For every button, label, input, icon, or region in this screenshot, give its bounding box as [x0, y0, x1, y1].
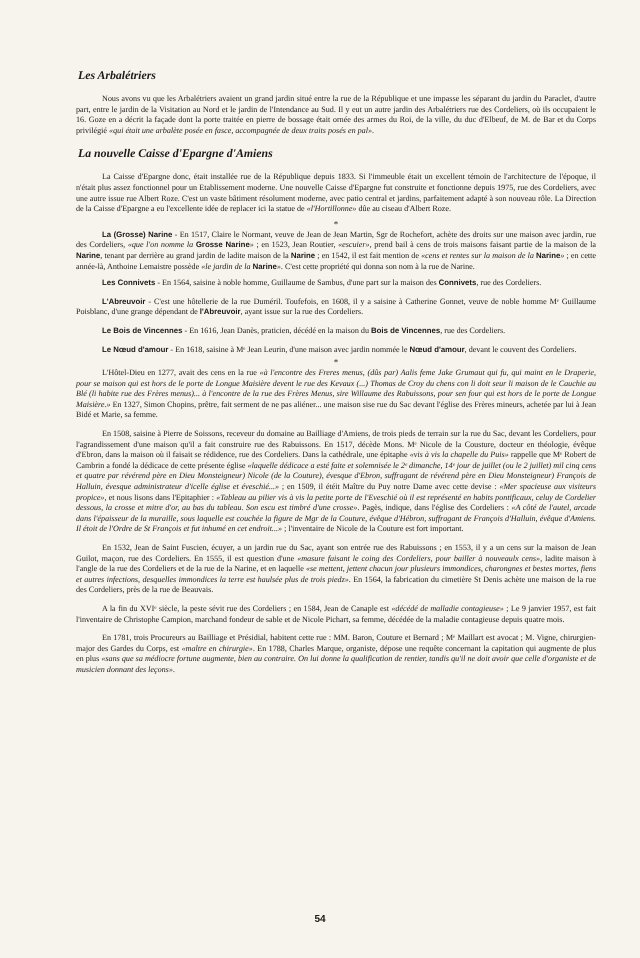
text-run: - En 1517, Claire le Normant, veuve de Jean de Jean Martin, Sgr de Rochefort, achète des droits sur une maison avec jardin, rue des Cordeliers, — [76, 229, 596, 250]
bold-name: Le Bois de Vincennes — [102, 325, 183, 335]
text-run: - En 1618, saisine à Mᵉ Jean Leurin, d'une maison avec jardin nommée le — [168, 344, 410, 354]
bold-name: Nœud d'amour — [409, 344, 465, 354]
text-run: A la fin du XVIᵉ siècle, la peste sévit rue des Cordeliers ; en 1584, Jean de Canaple est — [102, 603, 392, 613]
text-run: - En 1616, Jean Danès, praticien, décédé en la maison du — [182, 325, 372, 335]
text-column — [76, 68, 596, 684]
text-run: , et nous lisons dans l'Epitaphier : — [104, 492, 217, 502]
section-heading-arbaletriers: Les Arbalétriers — [78, 68, 156, 82]
italic-run: «l'Hortillonne» — [306, 204, 357, 214]
text-run: rappelle que Mᵉ Robert de Cambrin a fondé la dédicace de cette présente église — [76, 450, 596, 470]
text-run: ; en 1523, Jean Routier, — [253, 240, 339, 250]
section-heading-caisse-epargne: La nouvelle Caisse d'Epargne d'Amiens — [78, 146, 273, 161]
text-run: En 1508, saisine à Pierre de Soissons, receveur du domaine au Bailliage d'Amiens, de trois pieds de terrain sur la rue du Sac, devant les Cordeliers, pour l'agrandissement d'une maison qu'il a fait construire rue des Rabuissons. En 1517, décède Mons. Mᵉ Nicole de la Cousture, docteur en théologie, évêque d'Ebron, dans la maison où il faisait se rédidence, rue des Cordeliers. Dans la cathédrale, une épitaphe — [76, 429, 596, 460]
text-run: ; en 1542, il est fait mention de — [315, 250, 422, 260]
text-run: En 1532, Jean de Saint Fuscien, écuyer, a un jardin rue du Sac, ayant son entrée rue des Rabuissons ; en 1553, il y a un cens sur la maison de Jean Guilot, maçon, rue des Cordeliers. En 1555, il est question d'une — [76, 543, 596, 563]
italic-run: «que l'on nomme la — [127, 240, 196, 250]
text-run: . Pagès, indique, dans l'église des Cordeliers : — [357, 503, 512, 513]
text-run: , devant le couvent des Cordeliers. — [464, 344, 577, 354]
separator-asterisk: * — [333, 357, 339, 368]
bold-name: Narine — [252, 261, 277, 271]
house-entry-narine — [76, 230, 596, 272]
text-run: En 1327, Simon Chopins, prêtre, fait serment de ne pas aliéner... une maison sise rue du Sac devant l'église des Frères mineurs, achetée par lui à Jean Bidé et Marie, sa femme. — [76, 399, 596, 420]
bold-name: La (Grosse) Narine — [102, 229, 173, 239]
italic-run: «Mer spacieuse aux visiteurs propice» — [76, 482, 597, 502]
text-run: L'Hôtel-Dieu en 1277, avait des cens en la rue — [102, 368, 260, 378]
italic-run: » — [249, 240, 254, 250]
text-run: - C'est une hôtellerie de la rue Duméril. Toufefois, en 1608, il y a saisine à Catherine Gonnet, veuve de noble homme Mᵉ Guillaume Poisblanc, d'une grange dépendant de — [76, 296, 596, 317]
text-run: , rue des Cordeliers. — [440, 325, 506, 335]
text-run: . En 1564, la fabrication du cimetière St Denis achète une maison de la rue des Cordeliers, près de la rue de Beauvais. — [76, 574, 596, 595]
italic-run: «escuier» — [338, 240, 370, 250]
separator-asterisk: * — [333, 218, 339, 229]
text-run: , prend bail à cens de trois maisons faisant partie de la maison de la — [369, 240, 596, 250]
text-run: , ladite maison à l'angle de la rue des Cordeliers et de la rue de la Narine, et en laquelle — [76, 553, 597, 574]
italic-run: «se mettent, jettent chacun jour plusieurs immondices, charongnes et bestes mortes, fiens et autres infections, desquelles immondices la terre est haulsée plus de trois piedz» — [76, 564, 596, 584]
bold-name: Grosse Narine — [195, 240, 250, 250]
paragraph-hotel-dieu — [76, 368, 596, 421]
bold-name: Narine — [76, 250, 101, 260]
text-run: , rue des Cordeliers. — [476, 278, 542, 288]
house-entry-abreuvoir — [76, 297, 596, 318]
italic-run: «décédé de malladie contagieuse» — [391, 603, 504, 613]
text-run: . C'est cette propriété qui donna son nom à la rue de Narine. — [280, 261, 475, 271]
italic-run: «maître en chirurgie» — [181, 643, 253, 653]
text-run: , tenant par derrière au grand jardin de ladite maison de la — [100, 250, 291, 260]
bold-name: l'Abreuvoir — [199, 307, 241, 317]
italic-run: «A côté de l'autel, arcade dans l'épaisseur de la muraille, sous laquelle est couchée la figure de Mgr de la Couture, évêque d'Hébron, suffragant de François d'Halluin, évêque d'Amiens. Il étoit de l'Ordre de St François et fut inhumé en cet endroit...» — [76, 503, 596, 534]
paragraph-1508 — [76, 429, 596, 535]
house-entry-noeud-d-amour — [76, 345, 596, 356]
text-run: La Caisse d'Epargne donc, était installée rue de la République depuis 1833. Si l'immeuble était un excellent témoin de l'architecture de l'époque, il n'était plus assez fonctionnel pour un Etablissement moderne. Une nouvelle Caisse d'Epargne fut construite et fonctionne depuis 1975, rue des Cordeliers, avec une autre issue rue Albert Roze. C'est un vaste bâtiment résolument moderne, avec patio central et jardins, parfaitement adapté à son nouveau rôle. La Direction de la Caisse d'Epargne a eu l'excellente idée de replacer ici la statue de — [76, 172, 596, 214]
text-run: ; en 1509, il étéit Maître du Puy notre Dame avec cette devise : — [279, 482, 500, 492]
italic-run: » — [276, 261, 281, 271]
italic-run: «qui était une arbalète posée en fasce, accompagnée de deux traits posés en pal» — [109, 125, 373, 135]
bold-name: Bois de Vincennes — [371, 325, 441, 335]
bold-name: Narine — [290, 250, 316, 260]
paragraph — [76, 172, 596, 214]
text-run: . — [172, 664, 175, 674]
text-run: . — [372, 125, 375, 135]
text-run: , ayant issue sur la rue des Cordeliers. — [240, 307, 364, 317]
bold-name: Le Nœud d'amour — [102, 344, 169, 354]
house-entry-bois-de-vincennes — [76, 326, 596, 337]
text-run: Nous avons vu que les Arbalétriers avaient un grand jardin situé entre la rue de la République et une impasse les séparant du jardin du Paraclet, d'autre part, entre le jardin de la Visitation au Nord et le jardin de l'Intendance au Sud. Il y eut un autre jardin des Arbalétriers rue des Cordeliers, où ils occupaient le 16. Goze en a décrit la façade dont la porte traitée en pierre de bossage était ornée des armes du Roi, de la ville, du duc d'Elbeuf, de M. de Bar et du Corps privilégié — [76, 94, 596, 135]
house-entry-connivets — [76, 278, 596, 289]
text-run: ; l'inventaire de Nicole de la Couture est fort important. — [282, 524, 464, 534]
page-number: 54 — [314, 914, 326, 925]
italic-run: «à l'encontre des Freres menus, (dûs par) Aalis feme Jake Grumaut qui fu, qui maint en le Draperie, pour se maison qui est hors de le porte de Longue Maisière devent le rue des Kevaux (...) Thomas de Croy du chens con li doit seur li maison de le Cauchie au Blé (li habite rue des Frères menus)... à l'encontre de la rue des Frères Menus, sire Willaume des Rabuissons, pour sen four qui est hors de le porte de Longue Maisière.» — [76, 368, 597, 409]
paragraph — [76, 94, 596, 136]
text-run: ; Le 9 janvier 1957, est fait l'inventaire de Christophe Campion, marchand fondeur de sable et de Nicole Pichart, sa femme, décédée de la maladie contagieuse depuis quatre mois. — [76, 603, 596, 624]
italic-run: «sans que sa médiocre fortune augmente, bien au contraire. On lui donne la qualification de rentier, tandis qu'il ne doit avoir que celle d'organiste et de musicien donnant des leçons» — [76, 654, 596, 674]
bold-name: L'Abreuvoir — [102, 296, 146, 306]
text-run: - En 1564, saisine à noble homme, Guillaume de Sambus, d'une part sur la maison des — [155, 278, 439, 288]
italic-run: «laquelle dédicace a esté faite et solemnisée le 2ᵉ dimanche, 14ᵉ jour de juillet (ou le 2 juillet) mil cinq cens et quatre par révérend père en Dieu Monsteigneur) Nicole (de la Couture), évesque d'Ebron, suffragant de révérend père en Dieu Monsteigneur) François de Halluin, évesque administrateur d'icelle église et éveschié...» — [76, 460, 596, 492]
italic-run: «le jardin de la — [201, 261, 253, 271]
paragraph-1781 — [76, 633, 596, 675]
text-run: . En 1788, Charles Marque, organiste, dépose une requête concernant la capitation qui augmente de plus en plus — [76, 643, 596, 664]
italic-run: «masure faisant le coing des Cordeliers, pour bailler à nouveaulx cens» — [297, 553, 541, 563]
paragraph-xvie-siecle — [76, 604, 596, 625]
text-run: dûe au ciseau d'Albert Roze. — [356, 204, 451, 214]
italic-run: «Tableau au pilier vis à vis la petite porte de l'Eveschié où il est représenté en habits pontificaux, celuy de Cordelier dessous, la crosse et mitre d'or, au bas du tableau. Son escu est timbré d'une crosse» — [76, 492, 597, 513]
paragraph-1532 — [76, 543, 596, 596]
italic-run: «vis à vis la chapelle du Puis» — [409, 450, 509, 460]
italic-run: «cens et rentes sur la maison de la — [421, 250, 537, 260]
text-run: En 1781, trois Procureurs au Bailliage et Présidial, habitent cette rue : MM. Baron, Couture et Bernard ; Mᵉ Maillart est avocat ; M. Vigne, chirurgien-major des Gardes du Corps, est — [76, 633, 596, 653]
bold-name: Narine — [536, 250, 561, 260]
italic-run: » — [560, 250, 565, 260]
text-run: ; en cette année-là, Anthoine Lemaistre possède — [76, 250, 597, 271]
bold-name: Connivets — [438, 278, 477, 288]
bold-name: Les Connivets — [102, 278, 156, 288]
